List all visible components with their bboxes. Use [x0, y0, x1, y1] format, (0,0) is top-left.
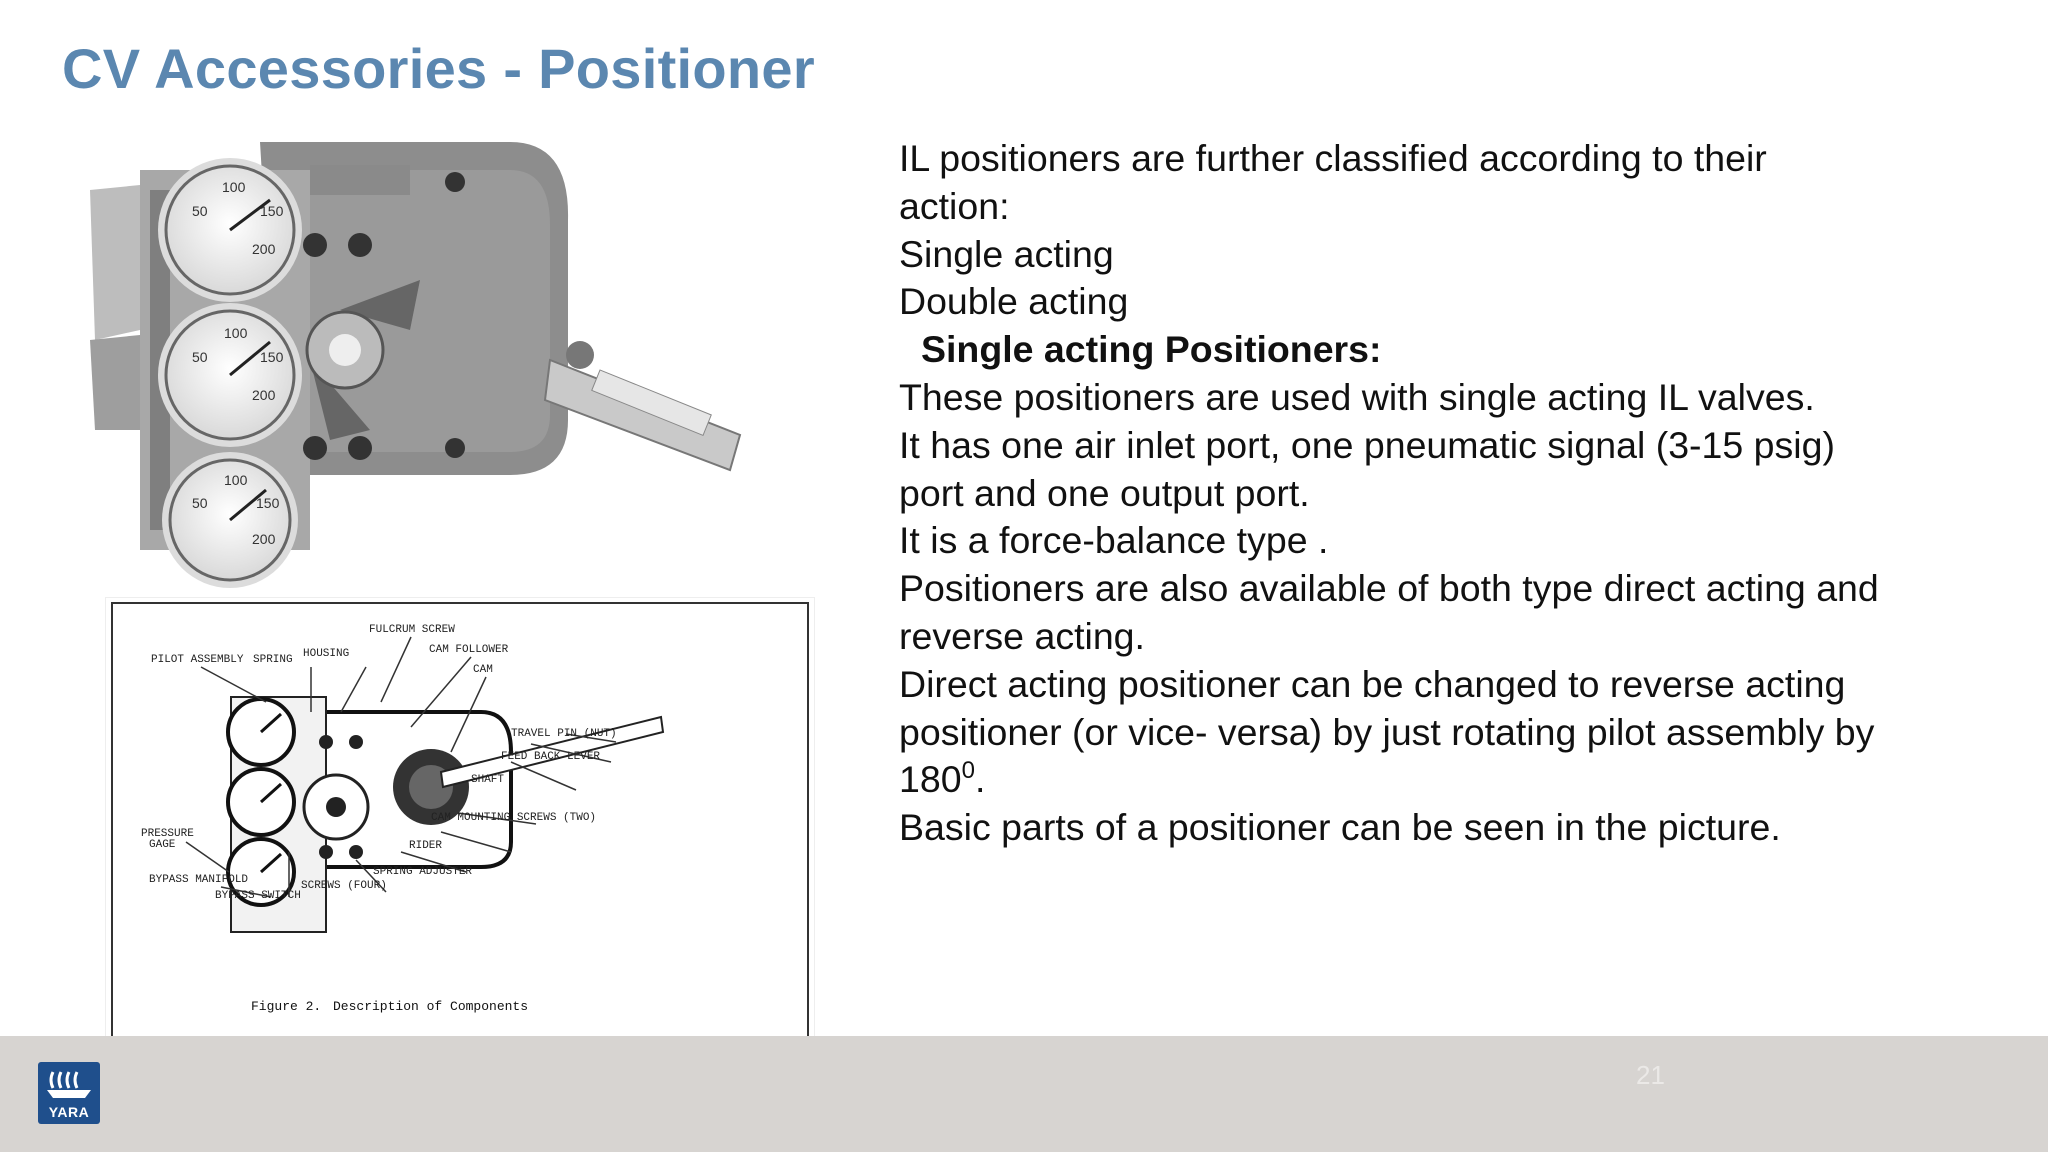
label-travel-pin: TRAVEL PIN (NUT): [511, 728, 617, 740]
label-housing: HOUSING: [303, 648, 350, 660]
gauge-3-label-100: 100: [224, 472, 248, 488]
gauge-2-label-150: 150: [260, 349, 284, 365]
gauge-3-label-50: 50: [192, 495, 208, 511]
label-rider: RIDER: [409, 840, 443, 852]
degree-superscript: 0: [961, 757, 975, 785]
slide-title: CV Accessories - Positioner: [62, 37, 815, 100]
gauge-1-label-200: 200: [252, 241, 276, 257]
label-feed-back-lever: FEED BACK LEVER: [501, 751, 601, 763]
body-line-14: [899, 756, 1979, 804]
gauge-2-label-200: 200: [252, 387, 276, 403]
label-pilot-assembly: PILOT ASSEMBLY: [151, 654, 244, 666]
yara-logo: [38, 1062, 100, 1124]
body-line-10: Positioners are also available of both type direct acting and: [899, 567, 1879, 610]
body-line-9: It is a force-balance type .: [899, 519, 1329, 562]
component-diagram: [111, 602, 809, 1040]
page-number: 21: [1636, 1060, 1665, 1090]
footer-bar: [0, 1036, 2048, 1152]
label-cam: CAM: [473, 664, 493, 676]
body-line-1: IL positioners are further classified according to their: [899, 137, 1767, 179]
body-line-7: It has one air inlet port, one pneumatic signal (3-15 psig): [899, 423, 1835, 466]
label-cam-mounting-screws: CAM MOUNTING SCREWS (TWO): [431, 812, 597, 824]
body-line-11: reverse acting.: [899, 614, 1145, 657]
body-line-12: Direct acting positioner can be changed to reverse acting: [899, 662, 1846, 705]
label-pressure: PRESSURE: [141, 828, 194, 840]
figure-caption-number: Figure 2.: [251, 999, 322, 1014]
figure-caption-text: Description of Components: [333, 999, 529, 1014]
gauge-3-label-200: 200: [252, 531, 276, 547]
gauge-1-label-100: 100: [222, 179, 246, 195]
positioner-photo: [80, 130, 760, 590]
label-shaft: SHAFT: [471, 774, 505, 786]
body-text: [899, 135, 1979, 852]
body-line-13: positioner (or vice- versa) by just rotating pilot assembly by: [899, 710, 1875, 753]
degree-period: .: [974, 758, 986, 801]
label-gage: GAGE: [149, 839, 176, 851]
body-line-6: These positioners are used with single acting IL valves.: [899, 375, 1815, 418]
gauge-1-label-150: 150: [260, 203, 284, 219]
logo-text: YARA: [48, 1104, 90, 1120]
body-line-4: Double acting: [899, 280, 1129, 323]
viking-ship-icon: [45, 1068, 93, 1102]
body-line-3: Single acting: [899, 232, 1114, 275]
component-diagram-frame: [105, 597, 815, 1045]
label-spring: SPRING: [253, 654, 293, 666]
label-cam-follower: CAM FOLLOWER: [429, 644, 509, 656]
gauge-2-label-100: 100: [224, 325, 248, 341]
body-line-2: action:: [899, 184, 1010, 227]
body-line-15: Basic parts of a positioner can be seen in the picture.: [899, 806, 1781, 849]
label-bypass-manifold: BYPASS MANIFOLD: [149, 874, 249, 886]
body-line-8: port and one output port.: [899, 471, 1310, 514]
label-screws-four: SCREWS (FOUR): [301, 880, 387, 892]
gauge-1-label-50: 50: [192, 203, 208, 219]
label-fulcrum-screw: FULCRUM SCREW: [369, 624, 455, 636]
gauge-2-label-50: 50: [192, 349, 208, 365]
section-heading: Single acting Positioners:: [921, 328, 1382, 371]
gauge-3-label-150: 150: [256, 495, 280, 511]
label-spring-adjuster: SPRING ADJUSTER: [373, 866, 473, 878]
degree-value: 180: [899, 758, 962, 801]
label-bypass-switch: BYPASS SWITCH: [215, 890, 301, 902]
